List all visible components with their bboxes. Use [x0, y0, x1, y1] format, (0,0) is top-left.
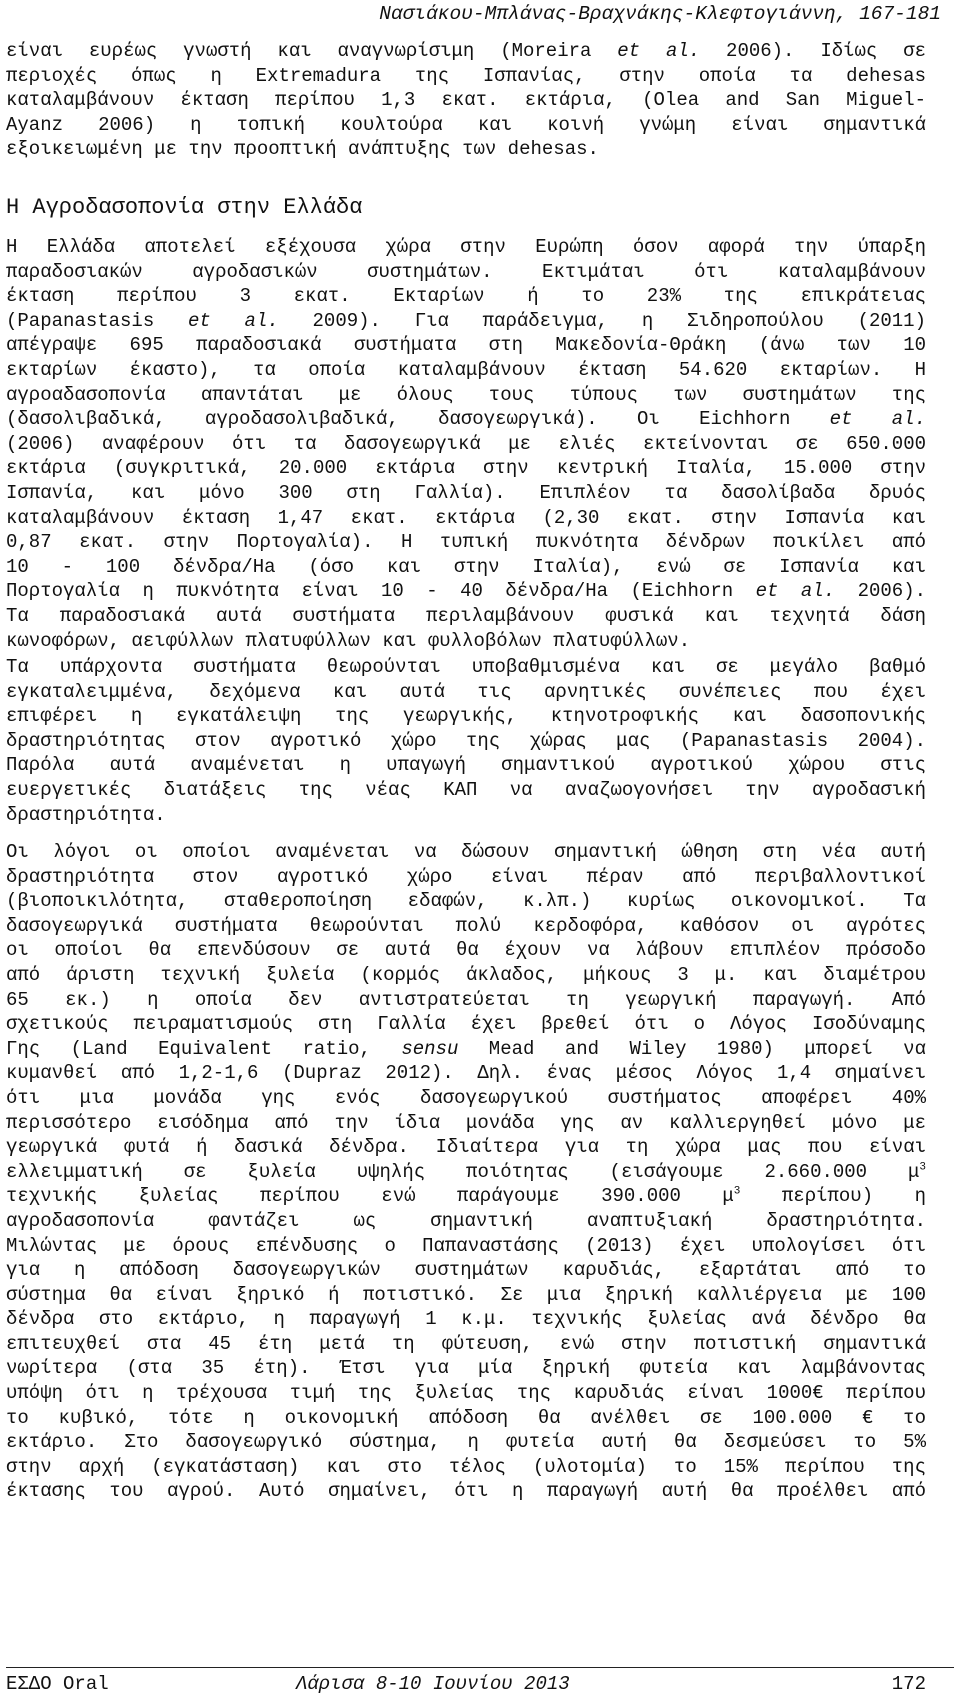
running-header: Νασιάκου-Μπλάνας-Βραχνάκης-Κλεφτογιάννη, 167-181 — [379, 3, 941, 25]
text-line: εκτάρια (συγκριτικά, 20.000 εκτάρια στην κεντρική Ιταλία, 15.000 στην — [6, 457, 926, 480]
text-line: κυμανθεί από 1,2-1,6 (Dupraz 2012). Δηλ. ένας μέσος Λόγος 1,4 σημαίνει — [6, 1062, 926, 1085]
text-line: στην αρχή (εγκατάσταση) και στο τέλος (υλοτομία) το 15% περίπου της — [6, 1455, 926, 1478]
text-line: Τα παραδοσιακά αυτά συστήματα περιλαμβάνουν φυσικά και τεχνητά δάση — [6, 604, 926, 627]
text-line: τεχνικής ξυλείας περίπου ενώ παράγουμε 390.000 $\mu^3$ περίπου) η — [6, 1185, 926, 1208]
text-line: (Papanastasis et al. 2009). Για παράδειγμα, η Σιδηροπούλου (2011) — [6, 309, 926, 332]
text-line: νωρίτερα (στα 35 έτη). Έτσι για μία ξηρική φυτεία και λαμβάνοντας — [6, 1357, 926, 1380]
text-line: Ayanz 2006) η τοπική κουλτούρα και κοινή γνώμη είναι σημαντικά — [6, 113, 926, 136]
text-line: επιτευχθεί στα 45 έτη μετά τη φύτευση, ενώ στην ποτιστική σημαντικά — [6, 1332, 926, 1355]
text-line: 65 εκ.) η οποία δεν αντιστρατεύεται τη γεωργική παραγωγή. Από — [6, 988, 926, 1011]
text-line: σύστημα θα είναι ξηρικό ή ποτιστικό. Σε μια ξηρική καλλιέργεια με 100 — [6, 1283, 926, 1306]
text-line: ελλειμματική σε ξυλεία υψηλής ποιότητας (εισάγουμε 2.660.000 $\mu^3$ — [6, 1160, 926, 1183]
superscript-3: 3 — [733, 1185, 741, 1198]
section-heading: Η Αγροδασοπονία στην Ελλάδα — [6, 195, 363, 220]
text-line: δένδρα στο εκτάριο, η παραγωγή 1 κ.μ. τεχνικής ξυλείας ανά δένδρο θα — [6, 1308, 926, 1331]
text-line: ευεργετικές διατάξεις της νέας ΚΑΠ να αναζωογονήσει την αγροδασική — [6, 778, 926, 801]
paragraph-1 — [6, 235, 926, 653]
text-line: εγκαταλειμμένα, δεχόμενα και αυτά τις αρνητικές συνέπειες που έχει — [6, 680, 926, 703]
paragraph-3 — [6, 840, 926, 1504]
text-line: 10 - 100 δένδρα/Ha (όσο και στην Ιταλία), ενώ σε Ισπανία και — [6, 555, 926, 578]
text-line: αγροαδασοπονία απαντάται με όλους τους τύπους των συστημάτων της — [6, 383, 926, 406]
text-line: Η Ελλάδα αποτελεί εξέχουσα χώρα στην Ευρώπη όσον αφορά την ύπαρξη — [6, 236, 926, 258]
text-line: έκτασης του αγρού. Αυτό σημαίνει, ότι η παραγωγή αυτή θα προέλθει από — [6, 1480, 926, 1503]
text-line: γεωργικά φυτά ή δασικά δένδρα. Ιδιαίτερα για τη χώρα μας που είναι — [6, 1136, 926, 1159]
text-line: οι οποίοι θα επενδύσουν σε αυτά θα έχουν να λάβουν επιπλέον πρόσοδο — [6, 939, 926, 962]
text-line: είναι ευρέως γνωστή και αναγνωρίσιμη (Moreira et al. 2006). Ιδίως σε — [6, 40, 926, 62]
footer-divider — [6, 1667, 954, 1668]
text-line: δραστηριότητα. — [6, 803, 166, 826]
text-line: παραδοσιακών αγροδασικών συστημάτων. Εκτιμάται ότι καταλαμβάνουν — [6, 260, 926, 283]
text-line: Παρόλα αυτά αναμένεται η υπαγωγή σημαντικού αγροτικού χώρου στις — [6, 754, 926, 777]
text-line: ότι μια μονάδα γης ενός δασογεωργικού συστήματος αποφέρει 40% — [6, 1086, 926, 1109]
text-line: εξοικειωμένη με την προοπτική ανάπτυξης των dehesas. — [6, 138, 599, 161]
text-line: σχετικούς πειραματισμούς στη Γαλλία έχει βρεθεί ότι ο Λόγος Ισοδύναμης — [6, 1013, 926, 1036]
text-line: (δασολιβαδικά, αγροδασολιβαδικά, δασογεωργικά). Οι Eichhorn et al. — [6, 408, 926, 431]
intro-paragraph — [6, 39, 926, 162]
text-line: δραστηριότητα στον αγροτικό χώρο είναι πέραν από περιβαλλοντικοί — [6, 865, 926, 888]
text-line: Ισπανία, και μόνο 300 στη Γαλλία). Επιπλέον τα δασολίβαδα δρυός — [6, 481, 926, 504]
text-line: (βιοποικιλότητα, σταθεροποίηση εδαφών, κ.λπ.) κυρίως οικονομικοί. Τα — [6, 890, 926, 913]
text-line: κωνοφόρων, αειφύλλων πλατυφύλλων και φυλλοβόλων πλατυφύλλων. — [6, 629, 691, 652]
paragraph-2 — [6, 655, 926, 827]
footer-center: Λάρισα 8-10 Ιουνίου 2013 — [296, 1673, 570, 1695]
text-line: 0,87 εκατ. στην Πορτογαλία). Η τυπική πυκνότητα δένδρων ποικίλει από — [6, 531, 926, 554]
text-line: καταλαμβάνουν έκταση 1,47 εκατ. εκτάρια (2,30 εκατ. στην Ισπανία και — [6, 506, 926, 529]
footer-left: ΕΣΔΟ Oral — [6, 1673, 109, 1695]
text-line: από άριστη τεχνική ξυλεία (κορμός άκλαδος, μήκους 3 μ. και διαμέτρου — [6, 963, 926, 986]
text-line: (2006) αναφέρουν ότι τα δασογεωργικά με ελιές εκτείνονται σε 650.000 — [6, 432, 926, 455]
text-line: Πορτογαλία η πυκνότητα είναι 10 - 40 δένδρα/Ha (Eichhorn et al. 2006). — [6, 580, 926, 603]
text-line: περιοχές όπως η Extremadura της Ισπανίας, στην οποία τα dehesas — [6, 64, 926, 87]
superscript-3: 3 — [919, 1161, 926, 1174]
text-line: δραστηριότητας στον αγροτικό χώρο της χώρας μας (Papanastasis 2004). — [6, 729, 926, 752]
page-number: 172 — [891, 1673, 926, 1695]
text-line: για η απόδοση δασογεωργικών συστημάτων καρυδιάς, εξαρτάται από το — [6, 1259, 926, 1282]
text-line: υπόψη ότι η τρέχουσα τιμή της ξυλείας της καρυδιάς είναι 1000€ περίπου — [6, 1382, 926, 1405]
text-line: Γης (Land Equivalent ratio, sensu Mead and Wiley 1980) μπορεί να — [6, 1037, 926, 1060]
page-footer — [6, 1672, 926, 1696]
text-line: εκταρίων έκαστο), τα οποία καταλαμβάνουν έκταση 54.620 εκταρίων. Η — [6, 358, 926, 381]
text-line: περισσότερο εισόδημα από την ίδια μονάδα γης αν καλλιεργηθεί μόνο με — [6, 1111, 926, 1134]
text-line: δασογεωργικά συστήματα θεωρούνται πολύ κερδοφόρα, καθόσον οι αγρότες — [6, 914, 926, 937]
text-line: επιφέρει η εγκατάλειψη της γεωργικής, κτηνοτροφικής και δασοπονικής — [6, 705, 926, 728]
text-line: καταλαμβάνουν έκταση περίπου 1,3 εκατ. εκτάρια, (Olea and San Miguel- — [6, 89, 926, 112]
text-line: αγροδασοπονία φαντάζει ως σημαντική αναπτυξιακή δραστηριότητα. — [6, 1209, 926, 1232]
text-line: Τα υπάρχοντα συστήματα θεωρούνται υποβαθμισμένα και σε μεγάλο βαθμό — [6, 656, 926, 678]
text-line: το κυβικό, τότε η οικονομική απόδοση θα ανέλθει σε 100.000 € το — [6, 1406, 926, 1429]
text-line: Οι λόγοι οι οποίοι αναμένεται να δώσουν σημαντική ώθηση στη νέα αυτή — [6, 841, 926, 863]
text-line: εκτάριο. Στο δασογεωργικό σύστημα, η φυτεία αυτή θα δεσμεύσει το 5% — [6, 1431, 926, 1454]
text-line: έκταση περίπου 3 εκατ. Εκταρίων ή το 23% της επικράτειας — [6, 285, 926, 308]
text-line: απέγραψε 695 παραδοσιακά συστήματα στη Μακεδονία-Θράκη (άνω των 10 — [6, 334, 926, 357]
text-line: Μιλώντας με όρους επένδυσης ο Παπαναστάσης (2013) έχει υπολογίσει ότι — [6, 1234, 926, 1257]
